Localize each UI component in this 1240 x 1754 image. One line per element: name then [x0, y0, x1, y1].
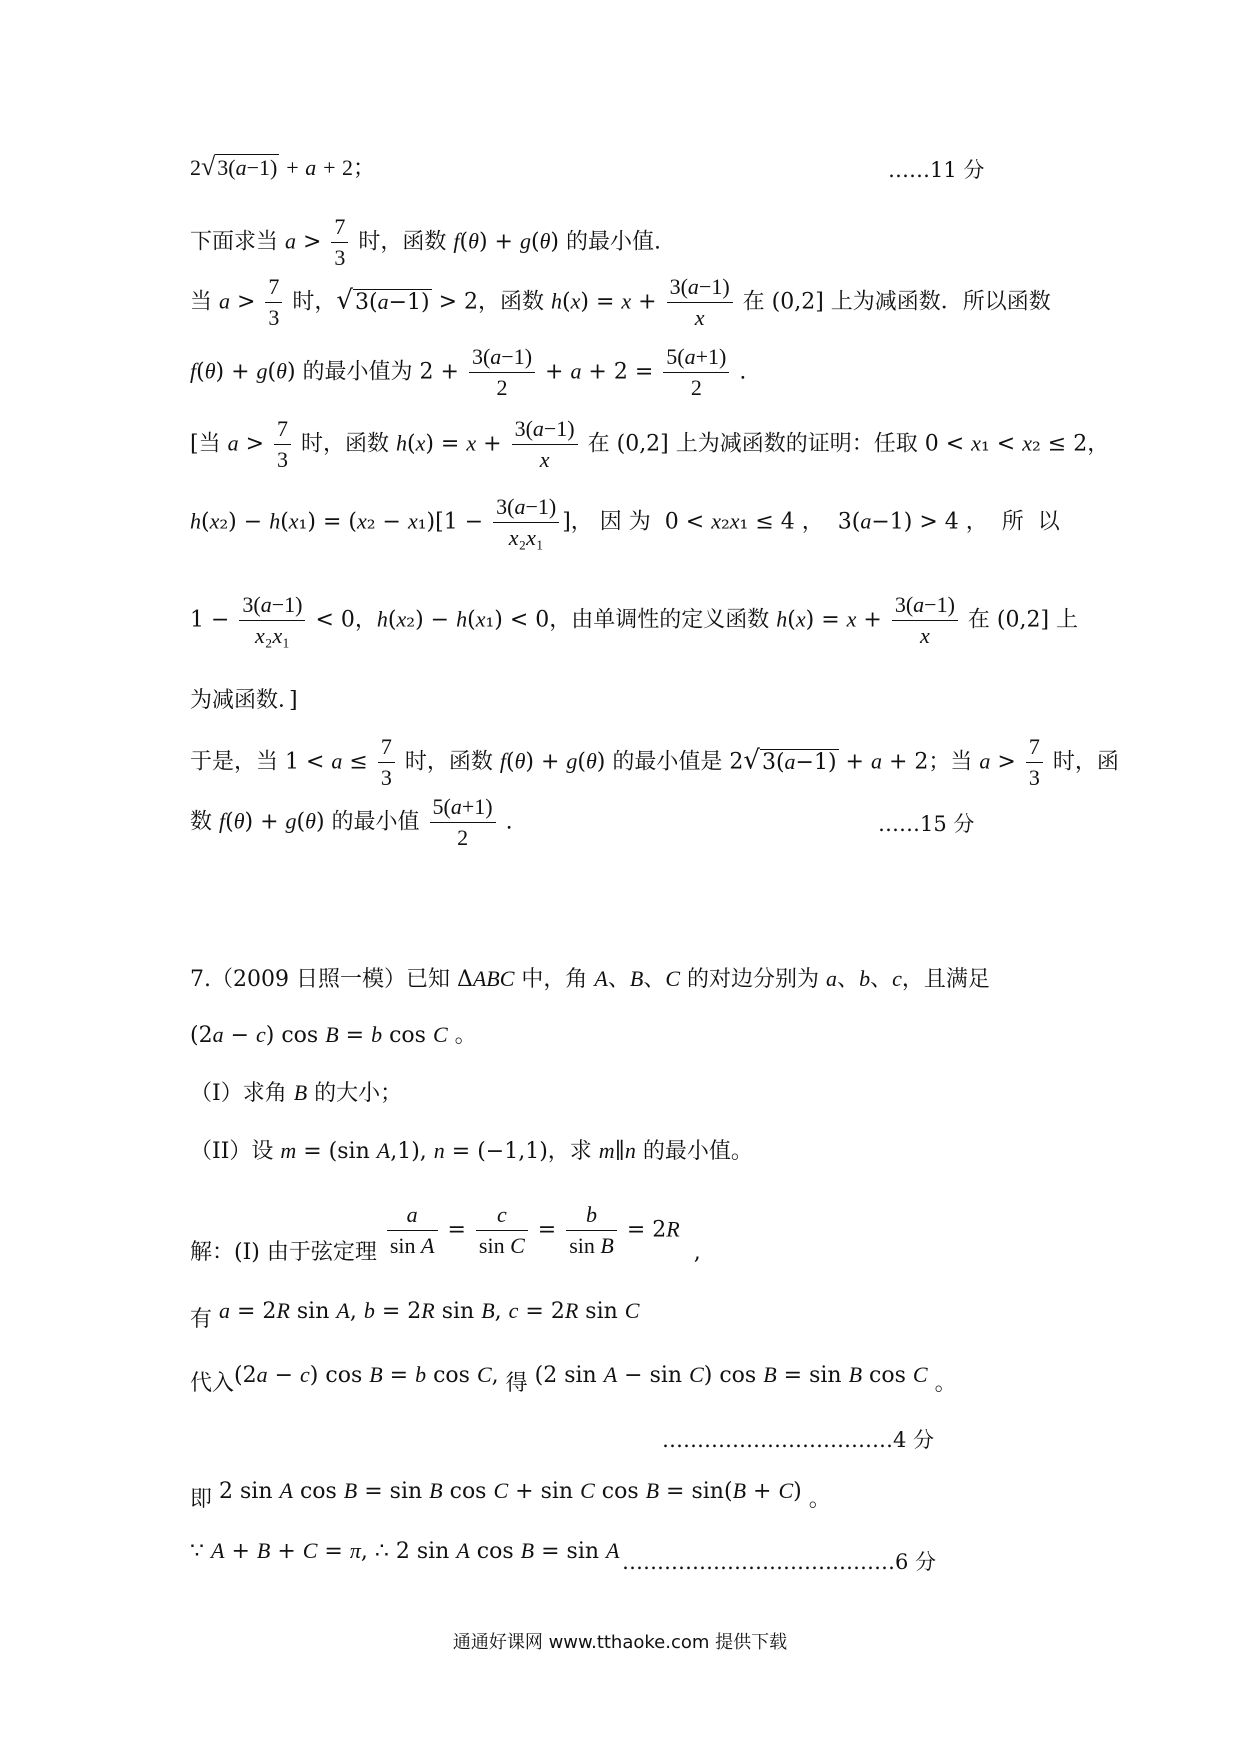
solution-line2: 有 a = 2R sin A, b = 2R sin B, c = 2R sin C: [190, 1298, 640, 1332]
problem-7-line2: (2a − c) cos B = b cos C 。: [190, 1022, 477, 1048]
score-15: ……15 分: [878, 812, 975, 836]
line-6: h(x₂) − h(x₁) = (x₂ − x₁)[1 − $\frac{3(a-1)}{\text{x₂x₁}}$ ]， 因 为 0 < x₂x₁ ≤ 4 ， 3(a−1) > 4 ， 所 以: [190, 494, 1060, 550]
line-4: f(θ) + g(θ) 的最小值为 2 + $\frac{3(a-1)}{2}$ + a + 2 = $\frac{5(a+1)}{2}$ .: [190, 344, 747, 400]
line-9: 于是，当 1 < a ≤ $\frac{7}{3}$ 时，函数 f(θ) + g(θ) 的最小值是 2√3(a−1) + a + 2；当 a > $\frac{7}{3}$ 时，函: [190, 734, 1119, 790]
solution-line1: 解：(I) 由于弦定理 $\frac{a}{\text{sin A}}$ = $\frac{c}{\text{sin C}}$ = $\frac{b}{\text{sin B}}$ = 2R ,: [190, 1202, 701, 1265]
score-11: ……11 分: [888, 158, 985, 182]
solution-line4: 即 2 sin A cos B = sin B cos C + sin C cos B = sin(B + C) 。: [190, 1478, 831, 1512]
score-6: …………………………………6 分: [622, 1550, 937, 1574]
problem-7-q2: （II）设 m = (sin A,1), n = (−1,1)，求 m∥n 的最小值。: [190, 1138, 753, 1164]
line-3: 当 a > $\frac{7}{3}$ 时，√3(a−1) > 2，函数 h(x) = x + $\frac{3(a-1)}{x}$ 在 (0,2] 上为减函数．所以函数: [190, 274, 1051, 330]
line-2: 下面求当 a > $\frac{7}{3}$ 时，函数 f(θ) + g(θ) 的最小值.: [190, 214, 661, 270]
line-8: 为减函数．]: [190, 688, 298, 713]
line-10: 数 f(θ) + g(θ) 的最小值 $\frac{5(a+1)}{2}$ .: [190, 794, 513, 850]
problem-7-q1: （I）求角 B 的大小；: [190, 1080, 403, 1106]
solution-line5: ∵ A + B + C = π, ∴ 2 sin A cos B = sin A: [190, 1538, 620, 1564]
score-4: ……………………………4 分: [662, 1428, 935, 1452]
solution-line3: 代入(2a − c) cos B = b cos C, 得 (2 sin A − sin C) cos B = sin B cos C 。: [190, 1362, 957, 1396]
problem-7-line1: 7.（2009 日照一模）已知 ΔABC 中，角 A、B、C 的对边分别为 a、b、c，且满足: [190, 966, 990, 992]
line-5: [当 a > $\frac{7}{3}$ 时，函数 h(x) = x + $\frac{3(a-1)}{x}$ 在 (0,2] 上为减函数的证明：任取 0 < x₁ < x₂ ≤ 2，: [190, 416, 1110, 472]
line-1-formula: 2√3(a−1) + a + 2；: [190, 152, 376, 181]
line-7: 1 − $\frac{3(a-1)}{\text{x₂x₁}}$ < 0，h(x₂) − h(x₁) < 0，由单调性的定义函数 h(x) = x + $\frac{3(a-1)}{x}$ 在 (0,2] 上: [190, 592, 1079, 648]
page-footer: 通通好课网 www.tthaoke.com 提供下载: [452, 1632, 788, 1653]
